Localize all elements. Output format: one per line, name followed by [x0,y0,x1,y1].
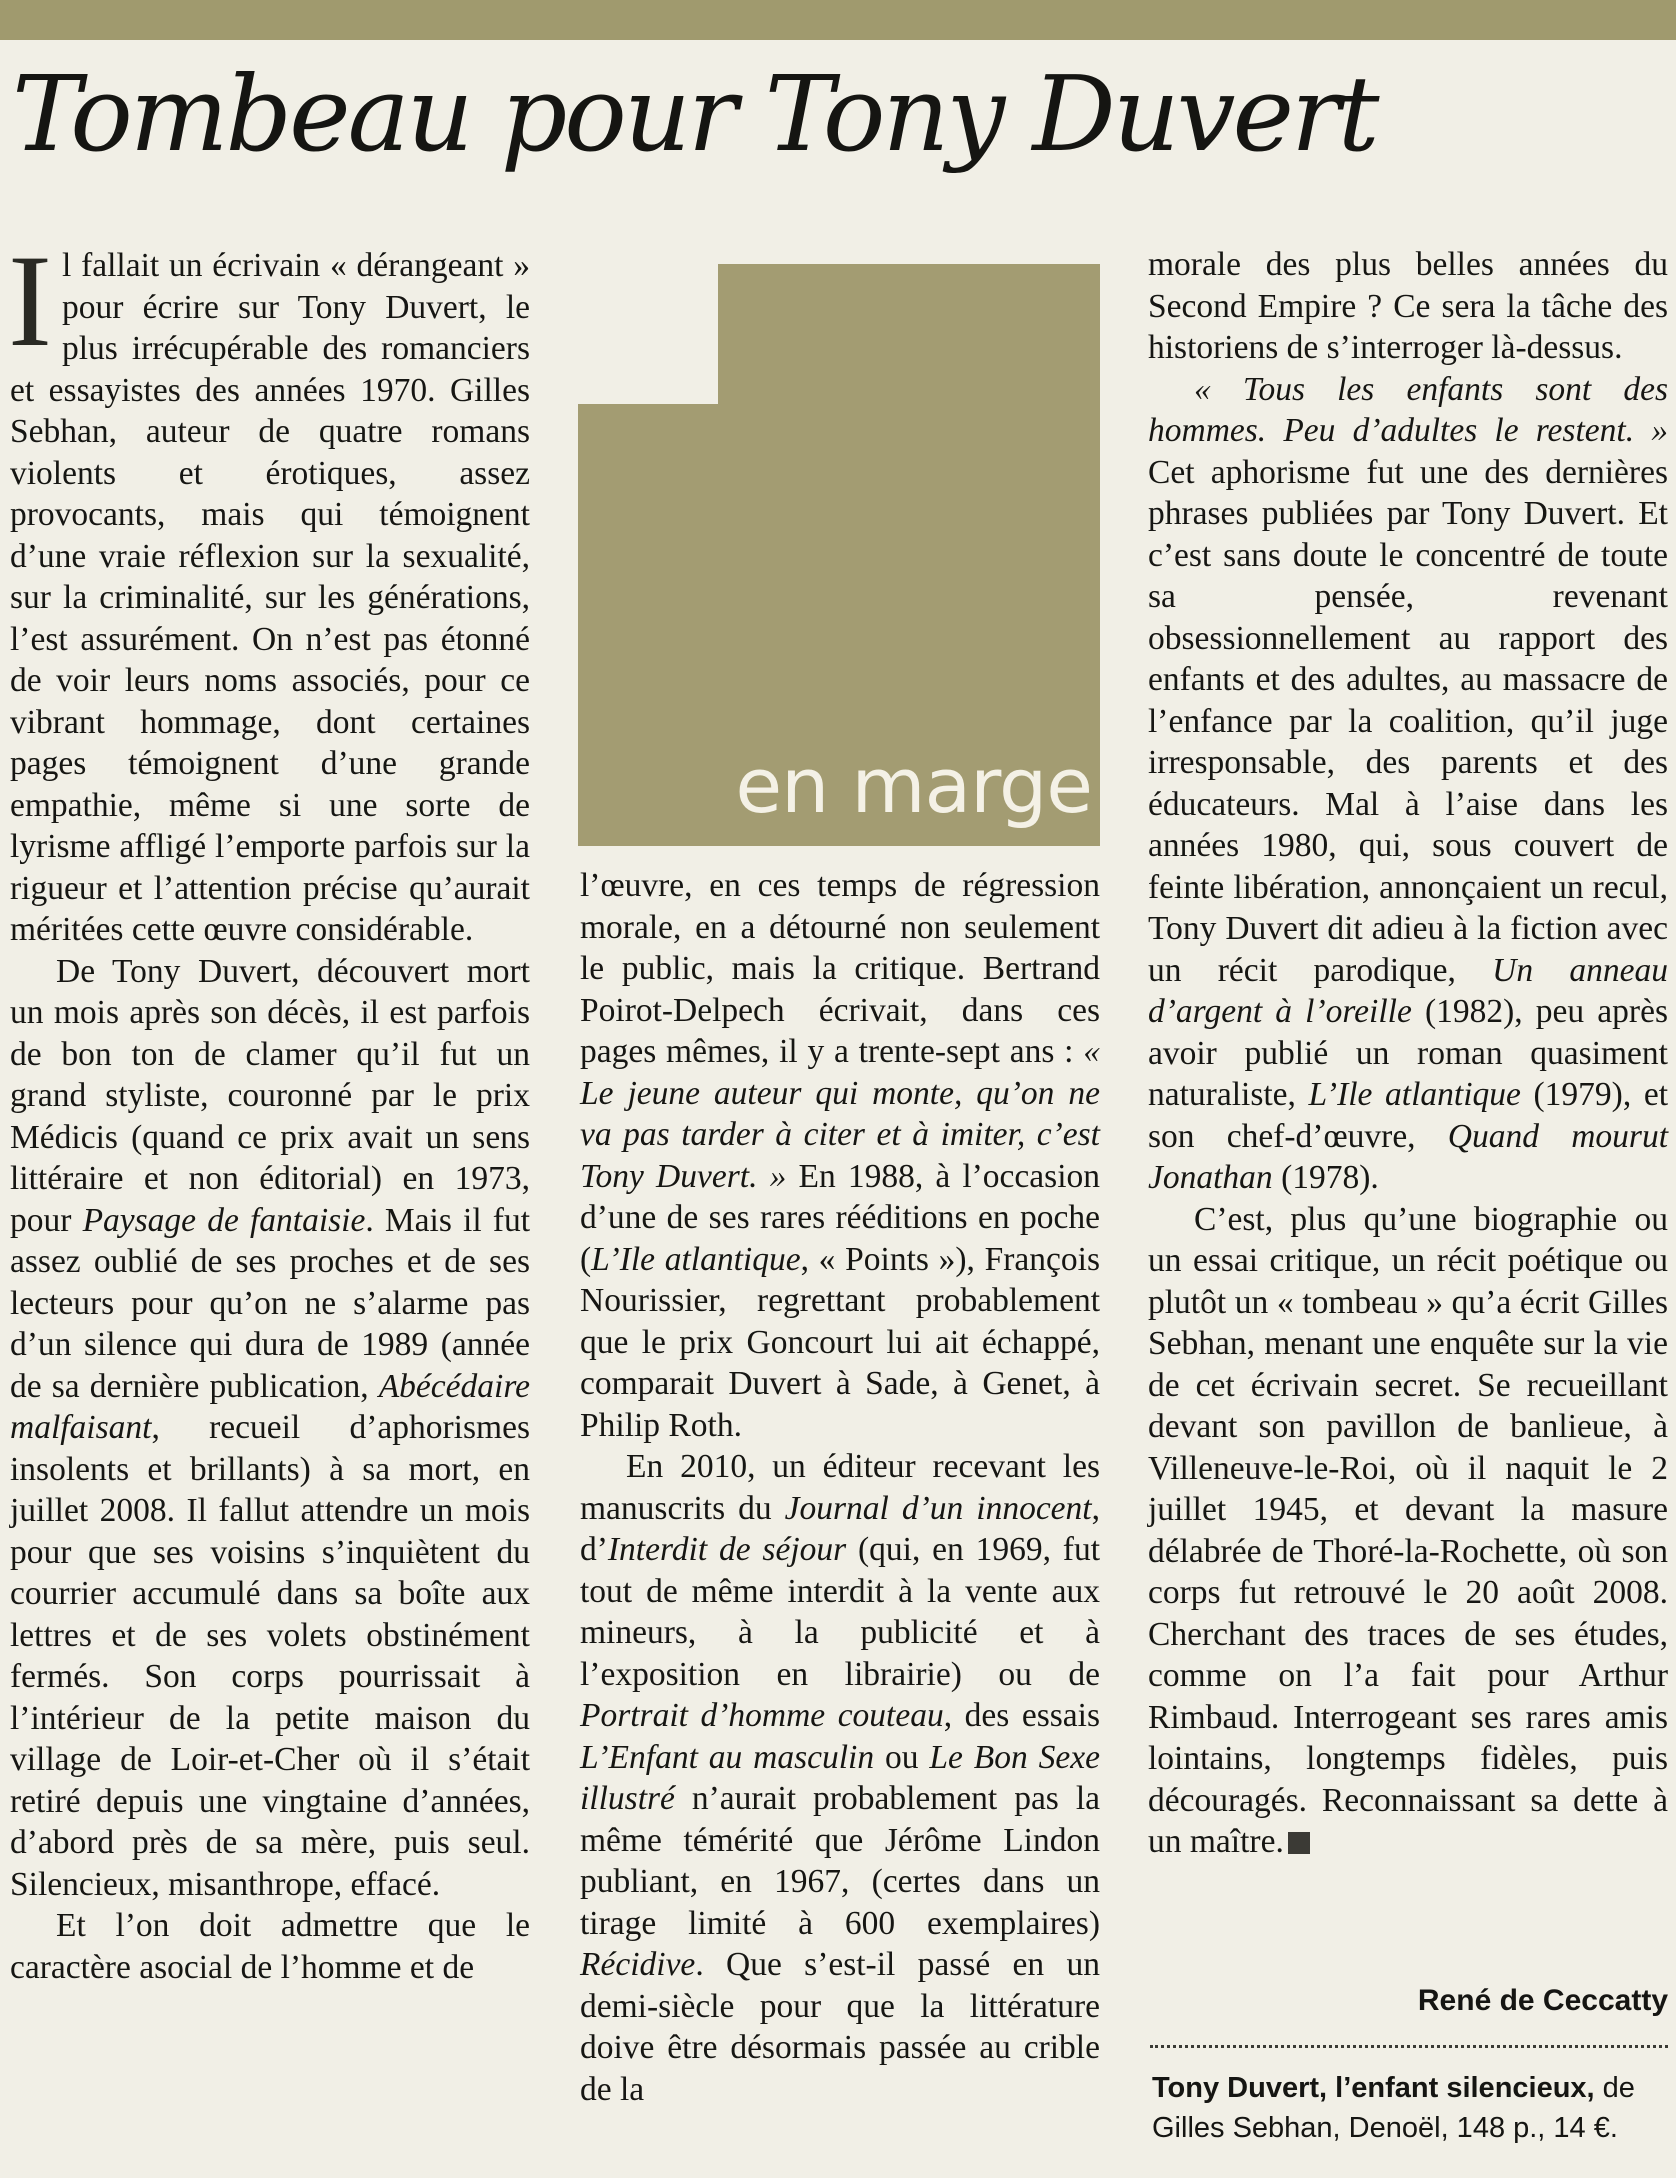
quote: « Le jeune auteur qui monte, qu’on ne va pas tarder à citer et à imiter, c’est Tony Duvert. » [580,1033,1100,1195]
divider [1150,2045,1668,2048]
book-title: Journal d’un innocent [784,1489,1092,1527]
book-reference-details: de Gilles Sebhan, Denoël, 148 p., 14 €. [1152,2072,1635,2144]
column-3 [1148,244,1668,1863]
book-title: L’Ile atlantique [591,1240,801,1278]
section-box [578,264,1100,846]
column-1 [8,227,531,1988]
book-title: Interdit de séjour [607,1531,847,1568]
book-title: Portrait d’homme couteau [580,1697,944,1734]
book-title: L’Enfant au masculin [580,1738,875,1776]
book-title: L’Ile atlantique [1308,1076,1521,1113]
book-title: Quand mourut Jonathan [1148,1117,1669,1196]
paragraph: En 2010, un éditeur recevant les manuscrits du Journal d’un innocent, d’Interdit de séjour (qui, en 1969, fut tout de même interdit à la vente aux mineurs, à la publicité et à l’exposition en librairie) ou de Portrait d’homme couteau, des essais L’Enfant au masculin ou Le Bon Sexe illustré n’aurait probablement pas la même témérité que Jérôme Lindon publiant, en 1967, (certes dans un tirage limité à 600 exemplaires) Récidive. Que s’est-il passé en un demi-siècle pour que la littérature doive être désormais passée au crible de la [580,1448,1101,2108]
book-title: Un anneau d’argent à l’oreille [1148,951,1668,1030]
book-reference [1152,2068,1672,2148]
book-title: Récidive [580,1946,696,1983]
author-signature: René de Ceccatty [1417,1984,1668,2017]
quote: « Tous les enfants sont des hommes. Peu d’adultes le restent. » [1148,370,1668,449]
book-title: Abécédaire malfaisant [10,1367,530,1446]
paragraph: l’œuvre, en ces temps de régression morale, en a détourné non seulement le public, mais la critique. Bertrand Poirot-Delpech écrivait, dans ces pages mêmes, il y a trente-sept ans : « Le jeune auteur qui monte, qu’on ne va pas tarder à citer et à imiter, c’est Tony Duvert. » En 1988, à l’occasion d’une de ses rares rééditions en poche (L’Ile atlantique, « Points »), François Nourissier, regrettant probablement que le prix Goncourt lui ait échappé, comparait Duvert à Sade, à Genet, à Philip Roth. [580,867,1100,1444]
section-label: en marge [735,741,1092,830]
paragraph: Il fallait un écrivain « dérangeant » pour écrire sur Tony Duvert, le plus irrécupérable des romanciers et essayistes des années 1970. Gilles Sebhan, auteur de quatre romans violents et érotiques, assez provocants, mais qui témoignent d’une vraie réflexion sur la sexualité, sur la criminalité, sur les générations, l’est assurément. On n’est pas étonné de voir leurs noms associés, pour ce vibrant hommage, dont certaines pages témoignent d’une grande empathie, même si une sorte de lyrisme affligé l’emporte parfois sur la rigueur et l’attention précise qu’aurait méritées cette œuvre considérable. [8,227,530,948]
drop-cap: I [8,227,52,374]
end-mark-icon [1288,1832,1310,1854]
paragraph: De Tony Duvert, découvert mort un mois après son décès, il est parfois de bon ton de clamer qu’il fut un grand styliste, couronné par le prix Médicis (quand ce prix avait un sens littéraire et non éditorial) en 1973, pour Paysage de fantaisie. Mais il fut assez oublié de ses proches et de ses lecteurs pour qu’on ne s’alarme pas d’un silence qui dura de 1989 (année de sa dernière publication, Abécédaire malfaisant, recueil d’aphorismes insolents et brillants) à sa mort, en juillet 2008. Il fallut attendre un mois pour que ses voisins s’inquiètent du courrier accumulé dans sa boîte aux lettres et de ses volets obstinément fermés. Son corps pourrissait à l’intérieur de la petite maison du village de Loir-et-Cher où il s’était retiré depuis une vingtaine d’années, d’abord près de sa mère, puis seul. Silencieux, misanthrope, effacé. [10,952,531,1903]
book-title: Le Bon Sexe illustré [580,1738,1101,1817]
paragraph: morale des plus belles années du Second Empire ? Ce sera la tâche des historiens de s’interroger là-dessus. [1148,246,1668,366]
paragraph: Et l’on doit admettre que le caractère asocial de l’homme et de [10,1907,530,1986]
column-2 [580,865,1100,2110]
paragraph: « Tous les enfants sont des hommes. Peu d’adultes le restent. » Cet aphorisme fut une des dernières phrases publiées par Tony Duvert. Et c’est sans doute le concentré de toute sa pensée, revenant obsessionnellement au rapport des enfants et des adultes, au massacre de l’enfance par la coalition, qu’il juge irresponsable, des parents et des éducateurs. Mal à l’aise dans les années 1980, qui, sous couvert de feinte libération, annonçaient un recul, Tony Duvert dit adieu à la fiction avec un récit parodique, Un anneau d’argent à l’oreille (1982), peu après avoir publié un roman quasiment naturaliste, L’Ile atlantique (1979), et son chef-d’œuvre, Quand mourut Jonathan (1978). [1148,370,1669,1196]
header-band [0,0,1676,40]
book-reference-title: Tony Duvert, l’enfant silencieux, [1152,2072,1595,2104]
paragraph: C’est, plus qu’une biographie ou un essai critique, un récit poétique ou plutôt un « tombeau » qu’a écrit Gilles Sebhan, menant une enquête sur la vie de cet écrivain secret. Se recueillant devant son pavillon de banlieue, à Villeneuve-le-Roi, où il naquit le 2 juillet 1945, et devant la masure délabrée de Thoré-la-Rochette, où son corps fut retrouvé le 20 août 2008. Cherchant des traces de ses études, comme on l’a fait pour Arthur Rimbaud. Interrogeant ses rares amis lointains, longtemps fidèles, puis découragés. Reconnaissant sa dette à un maître. [1148,1200,1668,1860]
book-title: Paysage de fantaisie [82,1201,366,1239]
article-title: Tombeau pour Tony Duvert [12,53,1377,175]
box-notch [578,264,718,404]
